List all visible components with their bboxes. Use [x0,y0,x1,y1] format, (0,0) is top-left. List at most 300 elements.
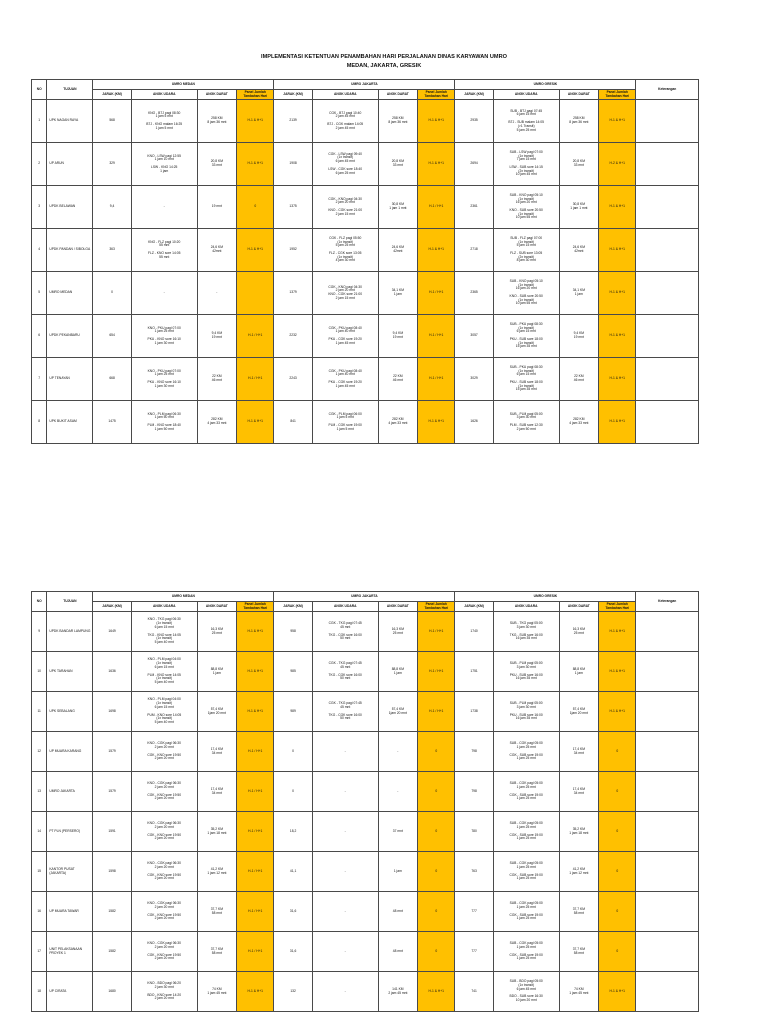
gresik-angk-darat [559,892,598,932]
gresik-jarak: 3029 [455,358,493,401]
jakarta-angk-udara [312,972,378,1012]
gresik-darat-line: 37,7 KM [572,946,585,951]
destination-name: UMRO JAKARTA [47,772,93,812]
gresik-udara-line: 10 jam 20 mnt [515,998,537,1003]
medan-udara-line: 2 jam 20 mnt [154,876,174,881]
medan-darat-line: 35,2 KM [210,826,223,831]
destination-name: UMRO MEDAN [47,272,93,315]
jakarta-angk-udara [312,732,378,772]
gresik-darat-line: 33 mnt [573,163,584,167]
jakarta-udara-line: 45 mnt [340,704,351,709]
gresik-udara-line: 1 jam 25 mnt [516,916,536,921]
medan-angk-udara [131,812,197,852]
medan-udara-line: KNO - BTJ pagi 08:30 [148,110,181,115]
medan-udara-line: (1x transit) [156,636,172,641]
keterangan-cell [636,100,699,143]
table-row [32,272,699,315]
jakarta-jarak: 985 [274,652,312,692]
gresik-angk-darat [559,772,598,812]
gresik-udara-line: TKG - SUB sore 16:00 [509,632,543,637]
medan-udara-line: 55 mnt [159,243,170,248]
gresik-jarak: 777 [455,932,493,972]
gresik-jarak: 798 [455,732,493,772]
gresik-udara-line: PLM - SUB sore 12:30 [509,423,543,427]
jakarta-panel-tambahan-hari: H-1 / H+1 [418,692,455,732]
gresik-angk-udara [493,772,559,812]
gresik-angk-udara [493,315,559,358]
medan-udara-line: 1 jam [160,168,169,173]
medan-udara-line: KNO - BDO pagi 06:20 [147,981,181,986]
medan-udara-line: - [163,204,165,209]
jakarta-udara-line: 1 jam 5 mnt [336,415,354,420]
jakarta-udara-line: - [344,788,346,793]
keterangan-cell [636,852,699,892]
jakarta-udara-line: CGK - KNO pagi 04:30 [328,196,362,201]
jakarta-panel-tambahan-hari: 0 [418,732,455,772]
gresik-udara-line: SUB - PLM pagi 05:00 [509,701,543,706]
gresik-udara-line: 1 jam 25 mnt [516,824,536,829]
jakarta-udara-line: CGK - FLZ pagi 05:50 [329,235,362,240]
gresik-udara-line: SUB - BTJ pagi 07:45 [510,108,543,113]
medan-jarak: 1591 [93,812,131,852]
jakarta-jarak: 1375 [274,186,312,229]
gresik-udara-line: SUB - CGK pagi 05:00 [509,901,543,906]
jakarta-darat-line: 33 mnt [392,163,403,167]
medan-darat-line: 37,7 KM [210,906,223,911]
medan-udara-line: KNO - FLZ pagi 10:20 [148,239,181,244]
medan-panel-tambahan-hari: H-1 & H+1 [237,229,274,272]
jakarta-jarak: 132 [274,972,312,1012]
jakarta-udara-line: 2 jam 45 mnt [335,114,355,119]
row-number: 6 [32,315,47,358]
jakarta-udara-line: 1 jam 45 mnt [335,340,355,345]
gresik-darat-line: 34 mnt [573,750,584,755]
jakarta-angk-darat [378,315,417,358]
gresik-darat-line: 42mnt [574,249,584,253]
jakarta-udara-line: BTJ - CGK malam 14:05 [327,122,364,126]
jakarta-udara-line: - [344,948,346,953]
header-udara: ANGK UDARA [493,602,559,612]
medan-darat-line: 16,3 KM [210,626,223,631]
header-jarak: JARAK (KM) [274,602,312,612]
medan-jarak: 1579 [93,772,131,812]
jakarta-angk-darat [378,692,417,732]
gresik-darat-line: 9,4 KM [573,331,585,336]
medan-darat-line: - [216,290,218,295]
jakarta-jarak: 2139 [274,100,312,143]
table-row [32,772,699,812]
gresik-udara-line: 16 jam 20 mnt [515,200,537,205]
medan-darat-line: 58 mnt [211,950,222,955]
gresik-darat-line: 74 KM [574,986,584,991]
gresik-angk-udara [493,932,559,972]
medan-udara-line: KNO - PLM pagi 04:00 [147,697,181,702]
jakarta-angk-darat [378,612,417,652]
medan-angk-udara [131,772,197,812]
medan-udara-line: 1 jam 25 mnt [154,372,174,377]
jakarta-darat-line: 48 mnt [392,908,403,913]
jakarta-darat-line: 30,8 KM [391,202,404,207]
gresik-jarak: 798 [455,772,493,812]
medan-udara-line: 2 jam 20 mnt [154,864,174,869]
header-darat: ANGK DARAT [559,602,598,612]
gresik-panel-tambahan-hari: 0 [599,772,636,812]
destination-name: UP TENAYAN [47,358,93,401]
medan-jarak: 1579 [93,732,131,772]
jakarta-darat-line: 19 mnt [392,335,403,339]
keterangan-cell [636,932,699,972]
destination-name: UP MUARA KARANG [47,732,93,772]
medan-udara-line: CGK - KNO sore 19:50 [147,872,182,877]
jakarta-udara-line: CGK - TKG pagi 07:45 [328,661,362,666]
gresik-darat-line: 258 KM [573,116,585,121]
medan-udara-line: 2 jam 20 mnt [154,996,174,1001]
jakarta-darat-line: - [397,788,399,793]
gresik-darat-line: 22 KM [574,374,584,379]
destination-name: UNIT PELAKSANAAN PROYEK 1 [47,932,93,972]
jakarta-udara-line: 2 jam 15 mnt [335,295,355,300]
header-darat: ANGK DARAT [559,90,598,100]
gresik-angk-darat [559,186,598,229]
header-jarak: JARAK (KM) [455,602,493,612]
medan-udara-line: 1 jam 25 mnt [154,329,174,334]
gresik-udara-line: 15 jam 35 mnt [515,344,537,349]
medan-panel-tambahan-hari: H-1 / H+1 [237,772,274,812]
jakarta-jarak: 1908 [274,143,312,186]
gresik-angk-udara [493,732,559,772]
jakarta-udara-line: - [344,748,346,753]
gresik-udara-line: (1x transit) [518,340,534,345]
jakarta-angk-darat [378,772,417,812]
gresik-udara-line: KNO - SUB sore 20:50 [509,208,543,212]
keterangan-cell [636,612,699,652]
gresik-darat-line: 282 KM [573,417,585,422]
medan-jarak: 568 [93,100,131,143]
medan-darat-line: 20,8 KM [210,159,223,164]
jakarta-panel-tambahan-hari: H-1 / H+1 [418,186,455,229]
destination-name: UPDK PANDAN / SIBOLGA [47,229,93,272]
header-darat: ANGK DARAT [197,90,236,100]
table-row [32,143,699,186]
gresik-darat-line: 17,4 KM [572,786,585,791]
jakarta-udara-line: 5 jam 25 mnt [335,243,355,248]
gresik-jarak: 2718 [455,229,493,272]
gresik-darat-line: 1 jam 45 mnt [569,990,589,995]
keterangan-cell [636,892,699,932]
medan-angk-udara [131,315,197,358]
jakarta-udara-line: TKG - CGK sore 16:00 [328,712,362,717]
jakarta-darat-line: 42mnt [393,249,403,253]
jakarta-angk-udara [312,272,378,315]
medan-panel-tambahan-hari: H-1 & H+1 [237,401,274,444]
gresik-angk-darat [559,652,598,692]
jakarta-panel-tambahan-hari: 0 [418,892,455,932]
medan-udara-line: FLZ - KNO sore 14:05 [147,251,181,255]
table-row [32,932,699,972]
gresik-panel-tambahan-hari: 0 [599,732,636,772]
header-udara: ANGK UDARA [131,602,197,612]
gresik-angk-udara [493,186,559,229]
jakarta-angk-darat [378,229,417,272]
header-jarak: JARAK (KM) [274,90,312,100]
gresik-udara-line: 1 jam 25 mnt [516,956,536,961]
jakarta-darat-line: 57,4 KM [391,706,404,711]
medan-angk-udara [131,229,197,272]
medan-udara-line: 2 jam 20 mnt [154,904,174,909]
jakarta-udara-line: 50 mnt [340,636,351,641]
jakarta-udara-line: TKG - CGK sore 16:00 [328,672,362,677]
medan-udara-line: KNO - TKG pagi 06:30 [147,617,181,622]
gresik-angk-darat [559,315,598,358]
jakarta-angk-udara [312,692,378,732]
medan-darat-line: 19 mnt [211,335,222,339]
header-jarak: JARAK (KM) [93,602,131,612]
destination-name: PT PLN (PERSERO) [47,812,93,852]
jakarta-darat-line: 22 KM [393,374,403,379]
header-udara: ANGK UDARA [312,602,378,612]
medan-angk-udara [131,892,197,932]
medan-udara-line: 2 jam 20 mnt [154,744,174,749]
row-number: 8 [32,401,47,444]
medan-angk-udara [131,401,197,444]
header-jarak: JARAK (KM) [93,90,131,100]
medan-panel-tambahan-hari: H-1 & H+1 [237,652,274,692]
jakarta-angk-udara [312,315,378,358]
keterangan-cell [636,186,699,229]
jakarta-darat-line: - [397,748,399,753]
medan-angk-darat [197,229,236,272]
jakarta-angk-udara [312,186,378,229]
medan-udara-line: BDO - KNO sore 14:20 [147,992,182,997]
row-number: 16 [32,892,47,932]
medan-udara-line: 1 jam 30 mnt [154,340,174,345]
header-panel: Panel Jumlah Tambahan Hari [237,602,274,612]
gresik-darat-line: 46 mnt [573,378,584,382]
gresik-udara-line: PKU - SUB sore 16:00 [509,672,543,677]
jakarta-angk-darat [378,401,417,444]
gresik-udara-line: 3 jam 30 mnt [516,415,536,420]
medan-darat-line: 34 mnt [211,750,222,755]
jakarta-jarak: 0 [274,772,312,812]
jakarta-udara-line: KNO - CGK sore 21:00 [328,292,363,296]
medan-jarak: 1582 [93,932,131,972]
jakarta-jarak: 2232 [274,315,312,358]
medan-panel-tambahan-hari: H-1 & H+1 [237,692,274,732]
medan-angk-darat [197,186,236,229]
header-umro-medan: UMRO MEDAN [93,80,274,90]
row-number: 15 [32,852,47,892]
medan-angk-darat [197,143,236,186]
medan-jarak: 1680 [93,972,131,1012]
jakarta-udara-line: 6 jam 45 mnt [335,159,355,164]
jakarta-darat-line: 2 jam 45 mnt [388,990,408,995]
medan-angk-darat [197,100,236,143]
medan-panel-tambahan-hari: H-1 / H+1 [237,932,274,972]
row-number: 2 [32,143,47,186]
row-number: 10 [32,652,47,692]
keterangan-cell [636,272,699,315]
gresik-udara-line: SUB - CGK pagi 05:00 [509,941,543,946]
keterangan-cell [636,652,699,692]
gresik-panel-tambahan-hari: H-1 & H+1 [599,401,636,444]
destination-name: UPK TARAHAN [47,652,93,692]
jakarta-angk-darat [378,652,417,692]
destination-name: UP MUARA TAWAR [47,892,93,932]
jakarta-angk-udara [312,612,378,652]
medan-jarak: 329 [93,143,131,186]
medan-udara-line: 2 jam 20 mnt [154,796,174,801]
medan-udara-line: 2 jam 20 mnt [154,836,174,841]
jakarta-darat-line: 16,3 KM [391,626,404,631]
keterangan-cell [636,358,699,401]
gresik-darat-line: 16,3 KM [572,626,585,631]
medan-panel-tambahan-hari: H-1 & H+1 [237,612,274,652]
jakarta-angk-udara [312,229,378,272]
gresik-angk-darat [559,692,598,732]
keterangan-cell [636,401,699,444]
medan-udara-line: 2 jam 20 mnt [154,916,174,921]
gresik-panel-tambahan-hari: 0 [599,892,636,932]
gresik-udara-line: SUB - CGK pagi 05:00 [509,861,543,866]
jakarta-angk-udara [312,143,378,186]
gresik-udara-line: SUB - FLZ pagi 07:00 [510,235,543,240]
gresik-udara-line: (1x transit) [518,982,534,987]
gresik-angk-udara [493,143,559,186]
gresik-udara-line: (1x transit) [518,196,534,201]
keterangan-cell [636,315,699,358]
table-row [32,186,699,229]
medan-udara-line: CGK - KNO sore 19:50 [147,792,182,797]
gresik-udara-line: PKU - SUB sore 18:00 [509,380,543,384]
jakarta-panel-tambahan-hari: H-1 / H+1 [418,652,455,692]
jakarta-angk-udara [312,652,378,692]
header-umro-medan: UMRO MEDAN [93,592,274,602]
gresik-darat-line: 4 jam 33 mnt [569,421,589,425]
jakarta-angk-udara [312,892,378,932]
medan-udara-line: PLM - KNO sore 14:05 [147,672,181,677]
jakarta-darat-line: 25 mnt [392,630,403,635]
medan-udara-line: 1 jam 5 mnt [155,125,173,130]
medan-udara-line: PLM - KNO sore 18:40 [147,423,181,427]
jakarta-panel-tambahan-hari: H-1 / H+1 [418,612,455,652]
row-number: 1 [32,100,47,143]
medan-panel-tambahan-hari: H-1 / H+1 [237,812,274,852]
jakarta-angk-udara [312,401,378,444]
medan-udara-line: CGK - KNO sore 19:50 [147,912,182,917]
gresik-udara-line: (1x transit) [518,297,534,302]
table-row [32,852,699,892]
gresik-angk-udara [493,229,559,272]
gresik-panel-tambahan-hari: H-1 & H+1 [599,186,636,229]
gresik-panel-tambahan-hari: H-1 & H+1 [599,692,636,732]
gresik-darat-line: 17,4 KM [572,746,585,751]
gresik-angk-darat [559,401,598,444]
row-number: 9 [32,612,47,652]
gresik-udara-line: (2x transit) [518,254,534,259]
medan-darat-line: 22 KM [212,374,222,379]
medan-angk-udara [131,186,197,229]
gresik-udara-line: 1 jam 25 mnt [516,744,536,749]
medan-udara-line: 1 jam 5 mnt [155,114,173,119]
gresik-udara-line: 10 jam 45 mnt [515,172,537,177]
gresik-darat-line: 58 mnt [573,950,584,955]
keterangan-cell [636,229,699,272]
medan-udara-line: PKU - KNO sore 16:10 [147,337,181,341]
medan-darat-line: 37,7 KM [210,946,223,951]
gresik-udara-line: SUB - PKU pagi 08:30 [509,321,543,326]
medan-panel-tambahan-hari: H-1 & H+1 [237,100,274,143]
jakarta-angk-udara [312,932,378,972]
medan-angk-udara [131,932,197,972]
medan-darat-line: 8 jam 36 mnt [207,120,227,124]
medan-udara-line: KNO - CGK pagi 06:30 [147,781,181,786]
jakarta-udara-line: PKU - CGK sore 19:20 [328,337,362,341]
header-no: NO [32,592,47,612]
jakarta-udara-line: (1x transit) [337,155,353,160]
medan-darat-line: 42mnt [212,249,222,253]
row-number: 14 [32,812,47,852]
medan-angk-darat [197,852,236,892]
gresik-udara-line: KNO - SUB sore 20:50 [509,294,543,298]
medan-jarak: 668 [93,358,131,401]
gresik-udara-line: CGK - SUB sore 19:00 [509,912,543,917]
header-udara: ANGK UDARA [131,90,197,100]
gresik-darat-line: 19 mnt [573,335,584,339]
jakarta-darat-line: 1 jam [393,670,402,675]
medan-udara-line: 6 jam 15 mnt [154,704,174,709]
gresik-udara-line: CGK - SUB sore 19:00 [509,752,543,757]
medan-darat-line: 1 jam [212,670,221,675]
gresik-udara-line: (1x transit) [518,282,534,287]
gresik-jarak: 2361 [455,186,493,229]
medan-udara-line: KNO - CGK pagi 06:30 [147,821,181,826]
medan-udara-line: (1x transit) [156,676,172,681]
gresik-panel-tambahan-hari: H-1 & H+1 [599,100,636,143]
gresik-udara-line: SUB - LSW pagi 07:00 [509,149,543,154]
gresik-angk-udara [493,100,559,143]
jakarta-udara-line: 45 mnt [340,624,351,629]
medan-udara-line: KNO - CGK pagi 06:30 [147,861,181,866]
medan-udara-line: KNO - LSW pagi 12:55 [147,153,181,158]
header-panel: Panel Jumlah Tambahan Hari [599,602,636,612]
header-darat: ANGK DARAT [378,90,417,100]
keterangan-cell [636,143,699,186]
gresik-darat-line: 25 mnt [573,630,584,635]
gresik-jarak: 763 [455,852,493,892]
medan-angk-darat [197,972,236,1012]
medan-angk-darat [197,772,236,812]
jakarta-angk-udara [312,358,378,401]
gresik-udara-line: 1 jam 25 mnt [516,904,536,909]
header-tujuan: TUJUAN [47,592,93,612]
gresik-darat-line: 35,2 KM [572,826,585,831]
gresik-udara-line: 3 jam 30 mnt [516,704,536,709]
medan-jarak: 9,4 [93,186,131,229]
gresik-udara-line: 16 jam 35 mnt [515,676,537,681]
medan-darat-line: 88,8 KM [210,666,223,671]
gresik-darat-line: 20,8 KM [572,159,585,164]
header-udara: ANGK UDARA [312,90,378,100]
jakarta-darat-line: 9,4 KM [392,331,404,336]
page-subtitle: MEDAN, JAKARTA, GRESIK [346,63,422,69]
gresik-darat-line: 57,4 KM [572,706,585,711]
gresik-udara-line: SUB - BDO pagi 05:00 [509,979,543,984]
jakarta-angk-darat [378,100,417,143]
jakarta-udara-line: LSW - CGK sore 18:40 [328,166,363,171]
gresik-udara-line: LSW - SUB sore 14:15 [509,165,543,169]
jakarta-udara-line: - [344,828,346,833]
table-row [32,229,699,272]
